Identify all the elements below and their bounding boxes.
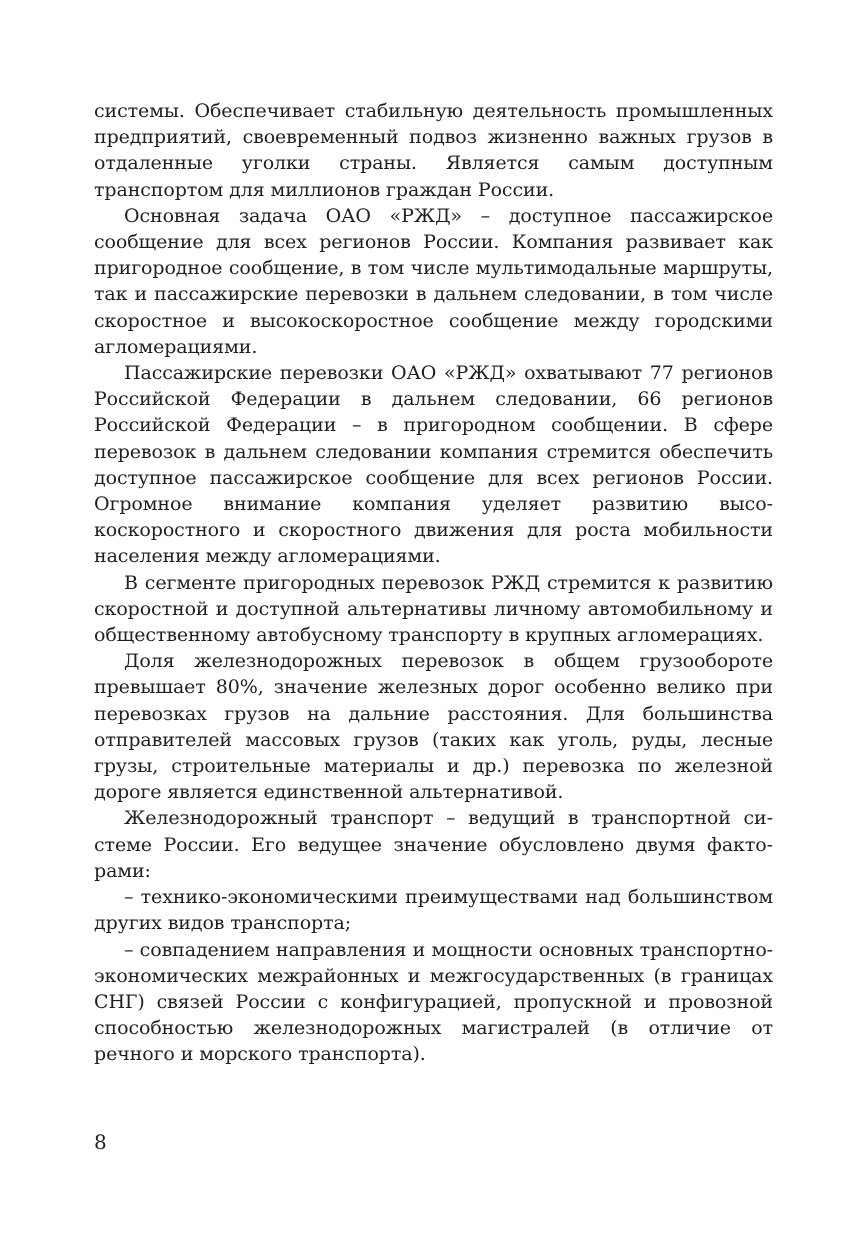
list-item-direction-coincidence: – совпадением направления и мощности основных транспортно-экономических межрайонных и межгосударственных (в границах СНГ) связей России с конфигурацией, пропускной и провозной способностью железнодорожных магистралей (в отличие от речного и морского транспорта). [94,938,773,1066]
paragraph-suburban-segment: В сегменте пригородных перевозок РЖД стремится к развитию скоростной и доступной альтернативы личному автомобильному и общественному автобусному транспорту в крупных агломерациях. [94,571,773,647]
paragraph-freight-share: Доля железнодорожных перевозок в общем грузообороте превышает 80%, значение железных дорог особенно велико при перевозках грузов на дальние расстояния. Для большинства отправителей массовых грузов (таких как уголь, руды, лесные грузы, строительные материалы и др.) перевозка по железной дороге является единственной альтернативой. [94,650,773,804]
paragraph-main-task: Основная задача ОАО «РЖД» – доступное пассажирское сообщение для всех регионов России. Компания развивает как пригородное сообщение, в том числе мультимодальные маршруты, так и пассажирские перевозки в дальнем следовании, в том числе скоростное и высокоскоростное сообщение между городскими агломерациями. [94,204,773,358]
page-body [94,98,773,1068]
list-item-technical-advantages: – технико-экономическими преимуществами над большинством других видов транспорта; [94,886,773,935]
paragraph-leading-role: Железнодорожный транспорт – ведущий в транспортной системе России. Его ведущее значение обусловлено двумя факторами: [94,807,773,882]
page-number: 8 [94,1130,107,1154]
paragraph-passenger-transport: Пассажирские перевозки ОАО «РЖД» охватывают 77 регионов Российской Федерации в дальнем следовании, 66 регионов Российской Федерации – в пригородном сообщении. В сфере перевозок в дальнем следовании компания стремится обеспечить доступное пассажирское сообщение для всех регионов России. Огромное внимание компания уделяет развитию высокоскоростного и скоростного движения для роста мобильности населения между агломерациями. [94,362,773,568]
paragraph-continuation: системы. Обеспечивает стабильную деятельность промышленных предприятий, своевременный подвоз жизненно важных грузов в отдаленные уголки страны. Является самым доступным транспортом для миллионов граждан России. [94,100,773,201]
